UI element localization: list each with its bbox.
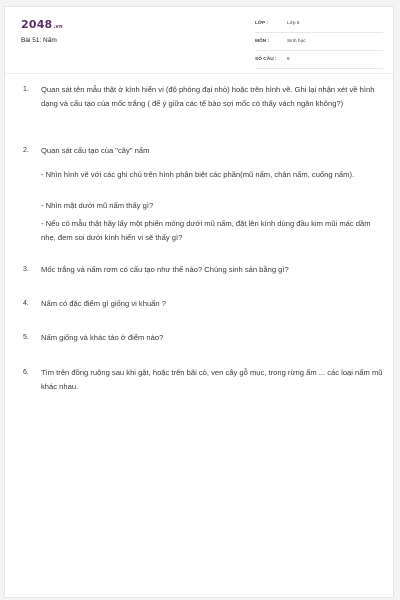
- question-text: Nấm giống và khác tảo ở điểm nào?: [41, 333, 164, 342]
- meta-row-subject: [255, 35, 383, 51]
- question-text: Quan sát tên mẫu thật ở kính hiển vi (độ phóng đại nhỏ) hoặc trên hình vẽ. Ghi lại nhận xét về hình dạng và cấu tạo của mốc trắng ( để ý giữa các tế bào sợi mốc có thấy vách ngăn không?): [41, 85, 375, 108]
- question-text: Mốc trắng và nấm rơm có cấu tạo như thế nào? Chúng sinh sản bằng gì?: [41, 265, 289, 274]
- worksheet-header: [5, 7, 393, 71]
- meta-value: Sinh học: [287, 39, 306, 44]
- question-number: 6.: [23, 369, 29, 376]
- question-text: Nấm có đặc điểm gì giống vi khuẩn ?: [41, 299, 166, 308]
- site-logo[interactable]: [21, 18, 63, 31]
- meta-panel: [255, 17, 383, 71]
- worksheet-page: [4, 6, 394, 598]
- meta-label: SỐ CÂU :: [255, 57, 277, 62]
- logo-suffix-text: .vn: [53, 24, 63, 30]
- question-number: 3.: [23, 266, 29, 273]
- meta-label: MÔN :: [255, 39, 270, 44]
- meta-label: LỚP :: [255, 21, 269, 26]
- question-text: Quan sát cấu tạo của "cây" nấm: [41, 146, 150, 155]
- sub-item: - Nếu có mẫu thật hãy lấy một phiến mỏng dưới mũ nấm, đặt lên kính dùng đầu kim mũi mác dầm nhẹ, đem soi dưới kính hiển vi sẽ thấy gì?: [41, 219, 371, 242]
- sub-item: - Nhìn hình vẽ với các ghi chú trên hình phân biệt các phần(mũ nấm, chân nấm, cuống nấm).: [41, 170, 355, 179]
- lesson-title: Bài 51: Nấm: [21, 37, 57, 44]
- question-number: 5.: [23, 334, 29, 341]
- question-number: 1.: [23, 86, 29, 93]
- header-divider: [5, 73, 393, 74]
- sub-item: - Nhìn mặt dưới mũ nấm thấy gì?: [41, 201, 154, 210]
- meta-row-question-count: [255, 53, 383, 69]
- meta-row-class: [255, 17, 383, 33]
- meta-value: 6: [287, 57, 290, 62]
- question-number: 2.: [23, 147, 29, 154]
- question-number: 4.: [23, 300, 29, 307]
- logo-main-text: 2048: [21, 18, 53, 31]
- meta-value: Lớp 6: [287, 21, 300, 26]
- question-text: Tìm trên đồng ruộng sau khi gặt, hoặc trên bãi cỏ, ven cây gỗ mục, trong rừng ẩm ... các loại nấm mũ khác nhau.: [41, 368, 383, 391]
